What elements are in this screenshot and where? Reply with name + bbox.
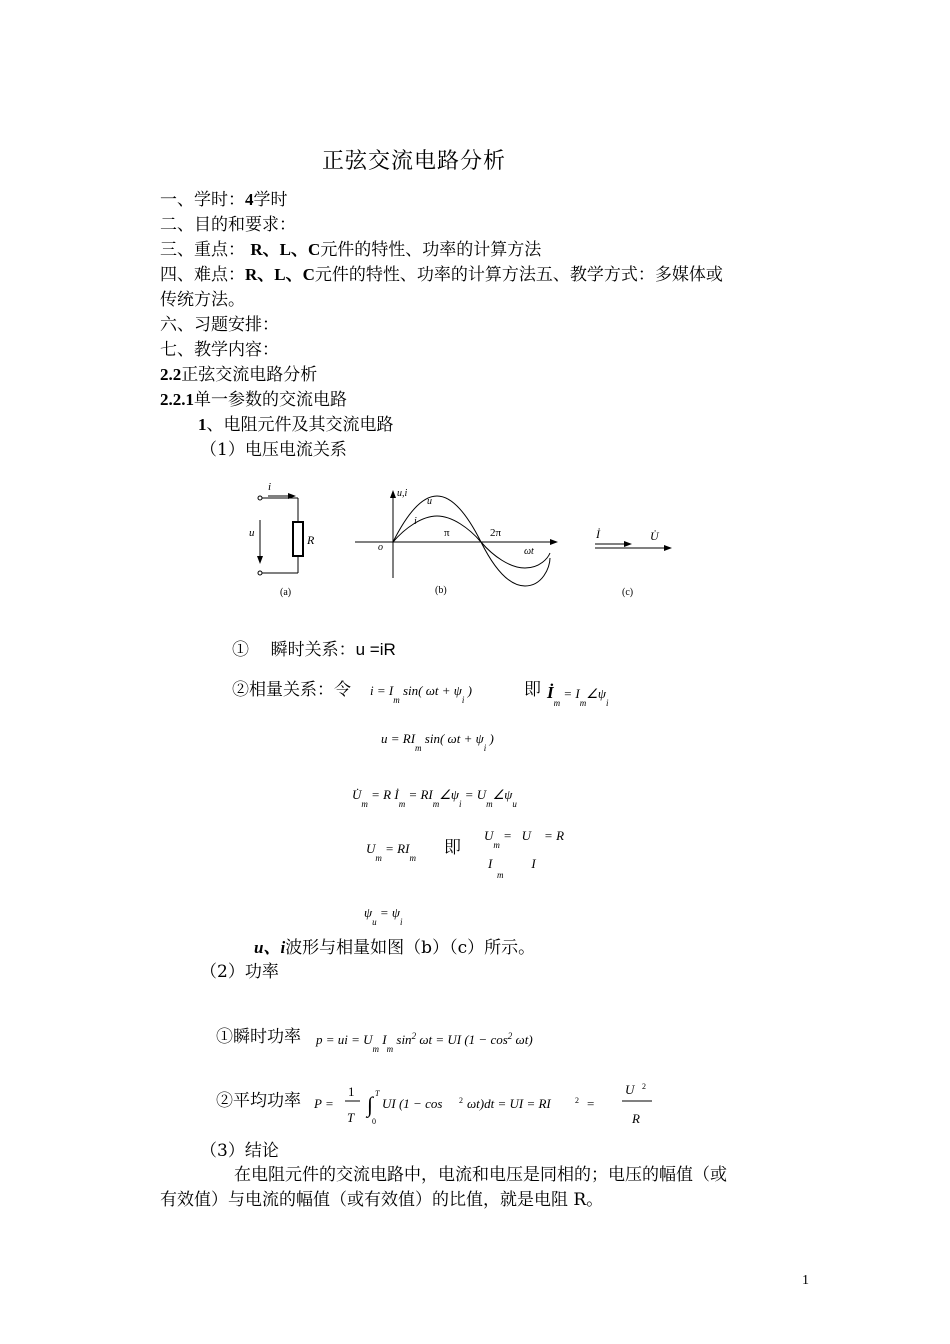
axis-y-label: u,i <box>397 488 408 499</box>
subsection-heading: 2.2.1单一参数的交流电路 <box>160 390 347 410</box>
svg-text:∫: ∫ <box>367 1092 374 1117</box>
item-hours: 一、学时：4学时 <box>160 190 288 210</box>
subheading-power: （2）功率 <box>200 962 279 982</box>
circuit-i-label: i <box>268 481 272 493</box>
circuit-u-label: u <box>249 527 255 539</box>
phasor-relation-label: ②相量关系：令 <box>232 680 351 700</box>
ji-2: 即 <box>444 838 461 858</box>
ji-1: 即 <box>524 680 541 700</box>
svg-text:UI (1 − cos: UI (1 − cos <box>382 1096 443 1111</box>
item-key-points: 三、重点： R、L、C元件的特性、功率的计算方法 <box>160 240 542 260</box>
svg-text:2: 2 <box>575 1096 579 1105</box>
eq-phase: $\psi_u = \psi_i$ <box>364 905 403 927</box>
eq-average-power <box>312 1078 662 1128</box>
svg-text:0: 0 <box>372 1117 376 1126</box>
eq-instant-power: p = ui = $U_m$ $I_m$ $\sin^2 \omega t$ = UI $(1 - \cos^2 \omega t)$ <box>316 1031 533 1054</box>
eq-ratio-num: $U_m = U$ = R <box>484 828 565 850</box>
svg-text:T: T <box>347 1110 355 1125</box>
svg-text:2: 2 <box>459 1096 463 1105</box>
figure-resistor-circuit <box>230 478 700 608</box>
conclusion-line-2: 有效值）与电流的幅值（或有效值）的比值，就是电阻 R。 <box>160 1190 604 1210</box>
item-methods-cont: 传统方法。 <box>160 290 245 310</box>
item-exercises: 六、习题安排： <box>160 315 279 335</box>
conclusion-line-1: 在电阻元件的交流电路中，电流和电压是同相的；电压的幅值（或 <box>234 1165 727 1185</box>
svg-text:2: 2 <box>642 1082 646 1091</box>
circuit-r-label: R <box>307 533 315 547</box>
svg-text:=: = <box>587 1096 595 1111</box>
subheading-vi-relation: （1）电压电流关系 <box>200 440 347 460</box>
voltage-curve <box>393 496 550 586</box>
eq-ratio-den: I I <box>488 856 536 871</box>
circuit-diagram <box>249 481 315 598</box>
curve-i-label: i <box>414 516 417 527</box>
tick-2pi: 2π <box>490 527 502 539</box>
item-content: 七、教学内容： <box>160 340 279 360</box>
svg-text:1: 1 <box>348 1084 355 1099</box>
figure-caption: u、i波形与相量如图（b）（c）所示。 <box>254 938 536 958</box>
phasor-diagram <box>595 527 672 598</box>
subheading-conclusion: （3）结论 <box>200 1141 279 1161</box>
page-number: 1 <box>802 1273 809 1288</box>
axis-x-label: ωt <box>524 546 534 557</box>
avg-power-label: ②平均功率 <box>216 1091 301 1111</box>
point-heading: 1、电阻元件及其交流电路 <box>198 415 394 435</box>
waveform-plot <box>355 488 558 596</box>
label-b: (b) <box>435 585 447 596</box>
eq-current: $i = I_m$ sin( $\omega t + \psi_i$ ) <box>370 683 472 705</box>
phasor-u-label: U̇ <box>650 529 659 543</box>
page-title: 正弦交流电路分析 <box>322 149 507 174</box>
svg-text:U: U <box>625 1082 635 1097</box>
eq-voltage-phasor: $U̇_m = R$ $İ_m$ = $RI_m\angle\psi_i$ = $U_m\angle\psi_u$ <box>352 787 517 809</box>
instant-power-label: ①瞬时功率 <box>216 1027 301 1047</box>
label-a: (a) <box>280 587 292 598</box>
instant-relation: ① 瞬时关系：u =iR <box>232 640 396 660</box>
item-goals: 二、目的和要求： <box>160 215 296 235</box>
label-c: (c) <box>622 587 634 598</box>
eq-current-phasor: $İ_m$ = $I_m\angle\psi_i$ <box>547 683 609 708</box>
curve-u-label: u <box>427 496 432 507</box>
tick-pi: π <box>444 527 450 539</box>
section-heading: 2.2正弦交流电路分析 <box>160 365 318 385</box>
svg-text:ωt)dt = UI = RI: ωt)dt = UI = RI <box>467 1096 551 1111</box>
eq-amplitude: $U_m = RI_m$ <box>366 841 416 863</box>
svg-text:T: T <box>375 1089 380 1098</box>
eq-ratio-den-sub: m <box>497 870 504 880</box>
item-difficulties: 四、难点：R、L、C元件的特性、功率的计算方法五、教学方式：多媒体或 <box>160 265 723 285</box>
svg-text:P =: P = <box>314 1096 334 1111</box>
phasor-i-label: İ <box>596 527 600 541</box>
svg-text:R: R <box>632 1111 640 1126</box>
eq-voltage: $u = RI_m$ sin( $\omega t + \psi_i$ ) <box>381 731 494 753</box>
origin-label: o <box>378 542 383 553</box>
